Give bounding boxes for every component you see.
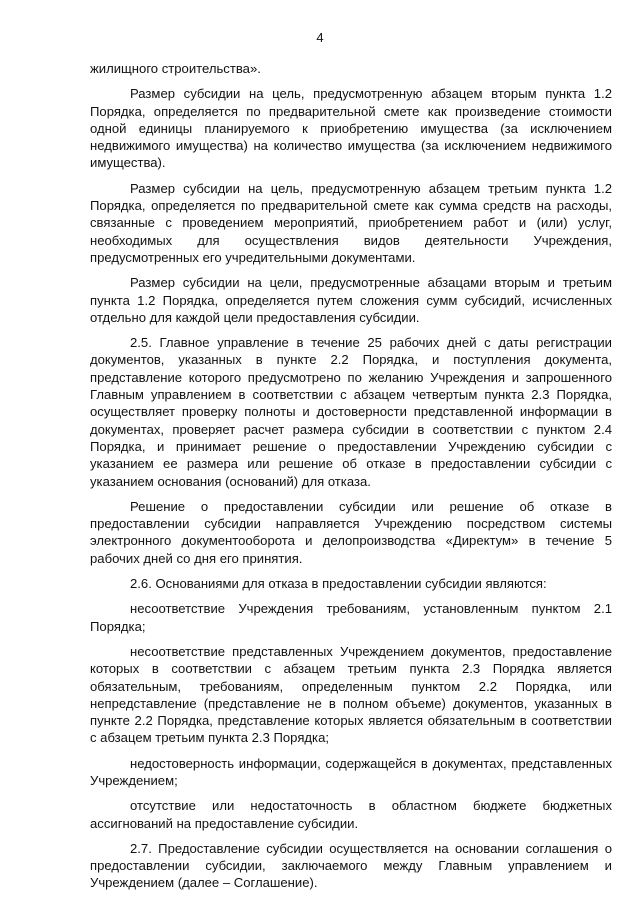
paragraph: жилищного строительства». <box>90 61 261 76</box>
paragraph: несоответствие представленных Учреждением документов, предоставление которых в соответствии с абзацем третьим пункта 2.3 Порядка является обязательным, требованиям, определенным пунктом 2.2 Порядка, или непредставление (представление не в полном объеме) документов, указанных в пункте 2.2 Порядка, представление которых является обязательным в соответствии с абзацем третьим пункта 2.3 Порядка; <box>90 643 612 746</box>
paragraph: 2.5. Главное управление в течение 25 рабочих дней с даты регистрации документов, указанных в пункте 2.2 Порядка, и поступления документа, представление которого предусмотрено по желанию Учреждения и запрошенного Главным управлением в соответствии с абзацем четвертым пункта 2.3 Порядка, осуществляет проверку полноты и достоверности представленной информации в документах, проверяет расчет размера субсидии в соответствии с пунктом 2.4 Порядка, и принимает решение о предоставлении Учреждению субсидии с указанием ее размера или решение об отказе в предоставлении субсидии с указанием основания (оснований) для отказа. <box>90 335 612 489</box>
paragraph: несоответствие Учреждения требованиям, установленным пунктом 2.1 Порядка; <box>90 601 612 634</box>
paragraph: Решение о предоставлении субсидии или решение об отказе в предоставлении субсидии направляется Учреждению посредством системы электронного документооборота и делопроизводства «Директум» в течение 5 рабочих дней со дня его принятия. <box>90 498 612 566</box>
paragraph: Размер субсидии на цель, предусмотренную абзацем третьим пункта 1.2 Порядка, определяется по предварительной смете как сумма средств на расходы, связанные с проведением мероприятий, приобретением работ и (или) услуг, необходимых для осуществления видов деятельности Учреждения, предусмотренных его учредительными документами. <box>90 180 612 265</box>
paragraph: Размер субсидии на цель, предусмотренную абзацем вторым пункта 1.2 Порядка, определяется по предварительной смете как произведение стоимости одной единицы планируемого к приобретению имущества (за исключением недвижимого имущества) на количество имущества (за исключением недвижимого имущества). <box>90 86 612 171</box>
page-number: 4 <box>316 30 324 45</box>
paragraph: отсутствие или недостаточность в областном бюджете бюджетных ассигнований на предоставление субсидии. <box>90 798 612 831</box>
document-body <box>90 60 612 900</box>
paragraph: недостоверность информации, содержащейся в документах, представленных Учреждением; <box>90 755 612 788</box>
paragraph: 2.6. Основаниями для отказа в предоставлении субсидии являются: <box>130 576 547 592</box>
paragraph: Размер субсидии на цели, предусмотренные абзацами вторым и третьим пункта 1.2 Порядка, определяется путем сложения сумм субсидий, исчисленных отдельно для каждой цели предоставления субсидии. <box>90 275 612 325</box>
paragraph: 2.7. Предоставление субсидии осуществляется на основании соглашения о предоставлении субсидии, заключаемого между Главным управлением и Учреждением (далее – Соглашение). <box>90 840 612 891</box>
